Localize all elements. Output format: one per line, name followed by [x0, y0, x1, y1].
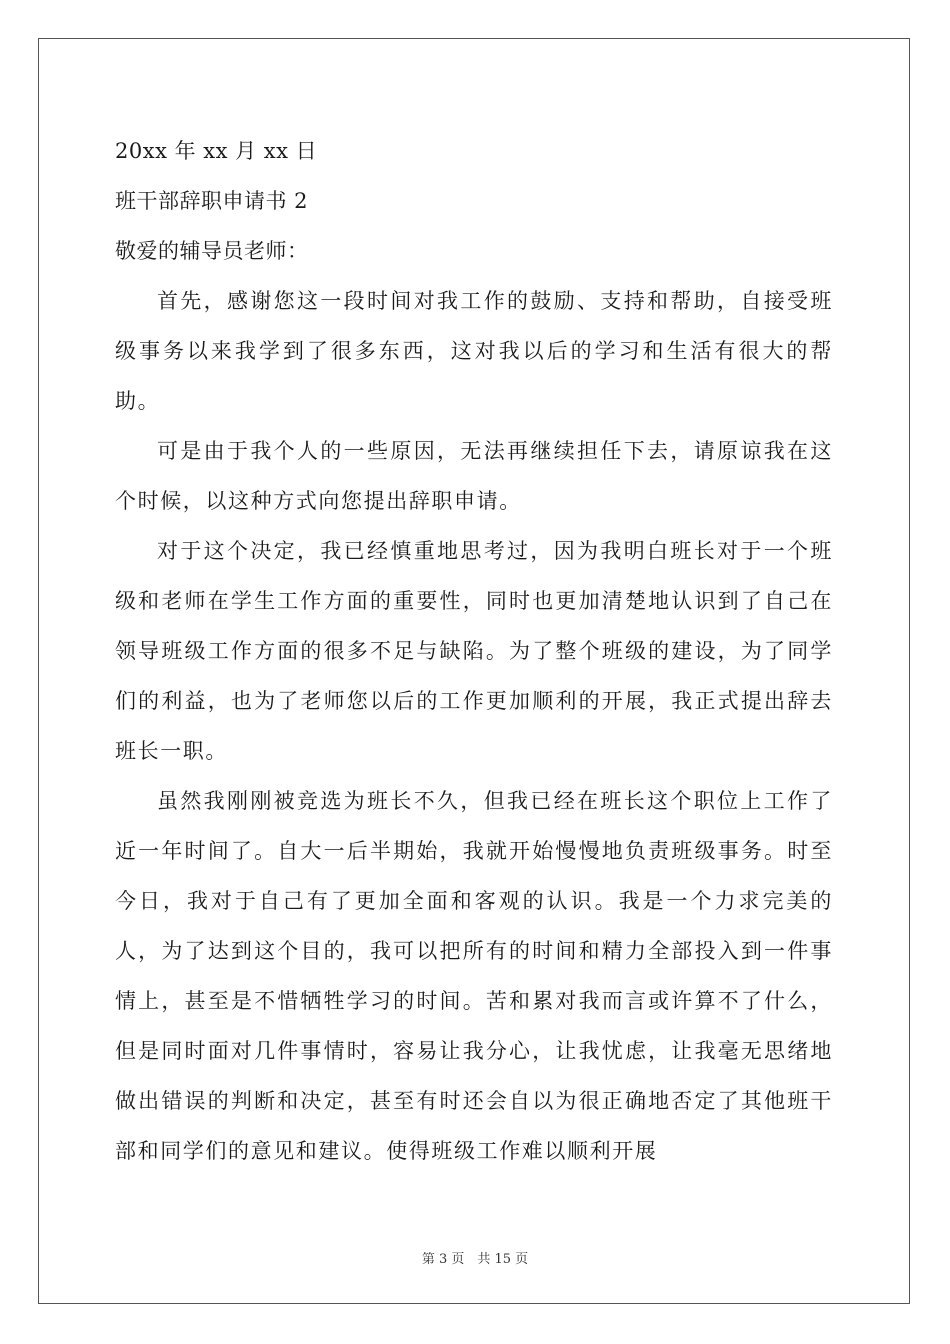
salutation: 敬爱的辅导员老师： [115, 239, 309, 263]
paragraph: 首先，感谢您这一段时间对我工作的鼓励、支持和帮助，自接受班级事务以来我学到了很多东西，这对我以后的学习和生活有很大的帮助。 [115, 289, 833, 413]
document-body [115, 126, 833, 1176]
document-title: 班干部辞职申请书 2 [115, 189, 309, 213]
paragraph: 虽然我刚刚被竞选为班长不久，但我已经在班长这个职位上工作了近一年时间了。自大一后半期始，我就开始慢慢地负责班级事务。时至今日，我对于自己有了更加全面和客观的认识。我是一个力求完美的人，为了达到这个目的，我可以把所有的时间和精力全部投入到一件事情上，甚至是不惜牺牲学习的时间。苦和累对我而言或许算不了什么，但是同时面对几件事情时，容易让我分心，让我忧虑，让我毫无思绪地做出错误的判断和决定，甚至有时还会自以为很正确地否定了其他班干部和同学们的意见和建议。使得班级工作难以顺利开展 [115, 789, 833, 1163]
paragraph: 可是由于我个人的一些原因，无法再继续担任下去，请原谅我在这个时候，以这种方式向您提出辞职申请。 [115, 439, 833, 513]
page-number: 第 3 页 共 15 页 [421, 1252, 529, 1267]
date-line: 20xx 年 xx 月 xx 日 [115, 139, 318, 163]
paragraph: 对于这个决定，我已经慎重地思考过，因为我明白班长对于一个班级和老师在学生工作方面的重要性，同时也更加清楚地认识到了自己在领导班级工作方面的很多不足与缺陷。为了整个班级的建设，为了同学们的利益，也为了老师您以后的工作更加顺利的开展，我正式提出辞去班长一职。 [115, 539, 833, 763]
